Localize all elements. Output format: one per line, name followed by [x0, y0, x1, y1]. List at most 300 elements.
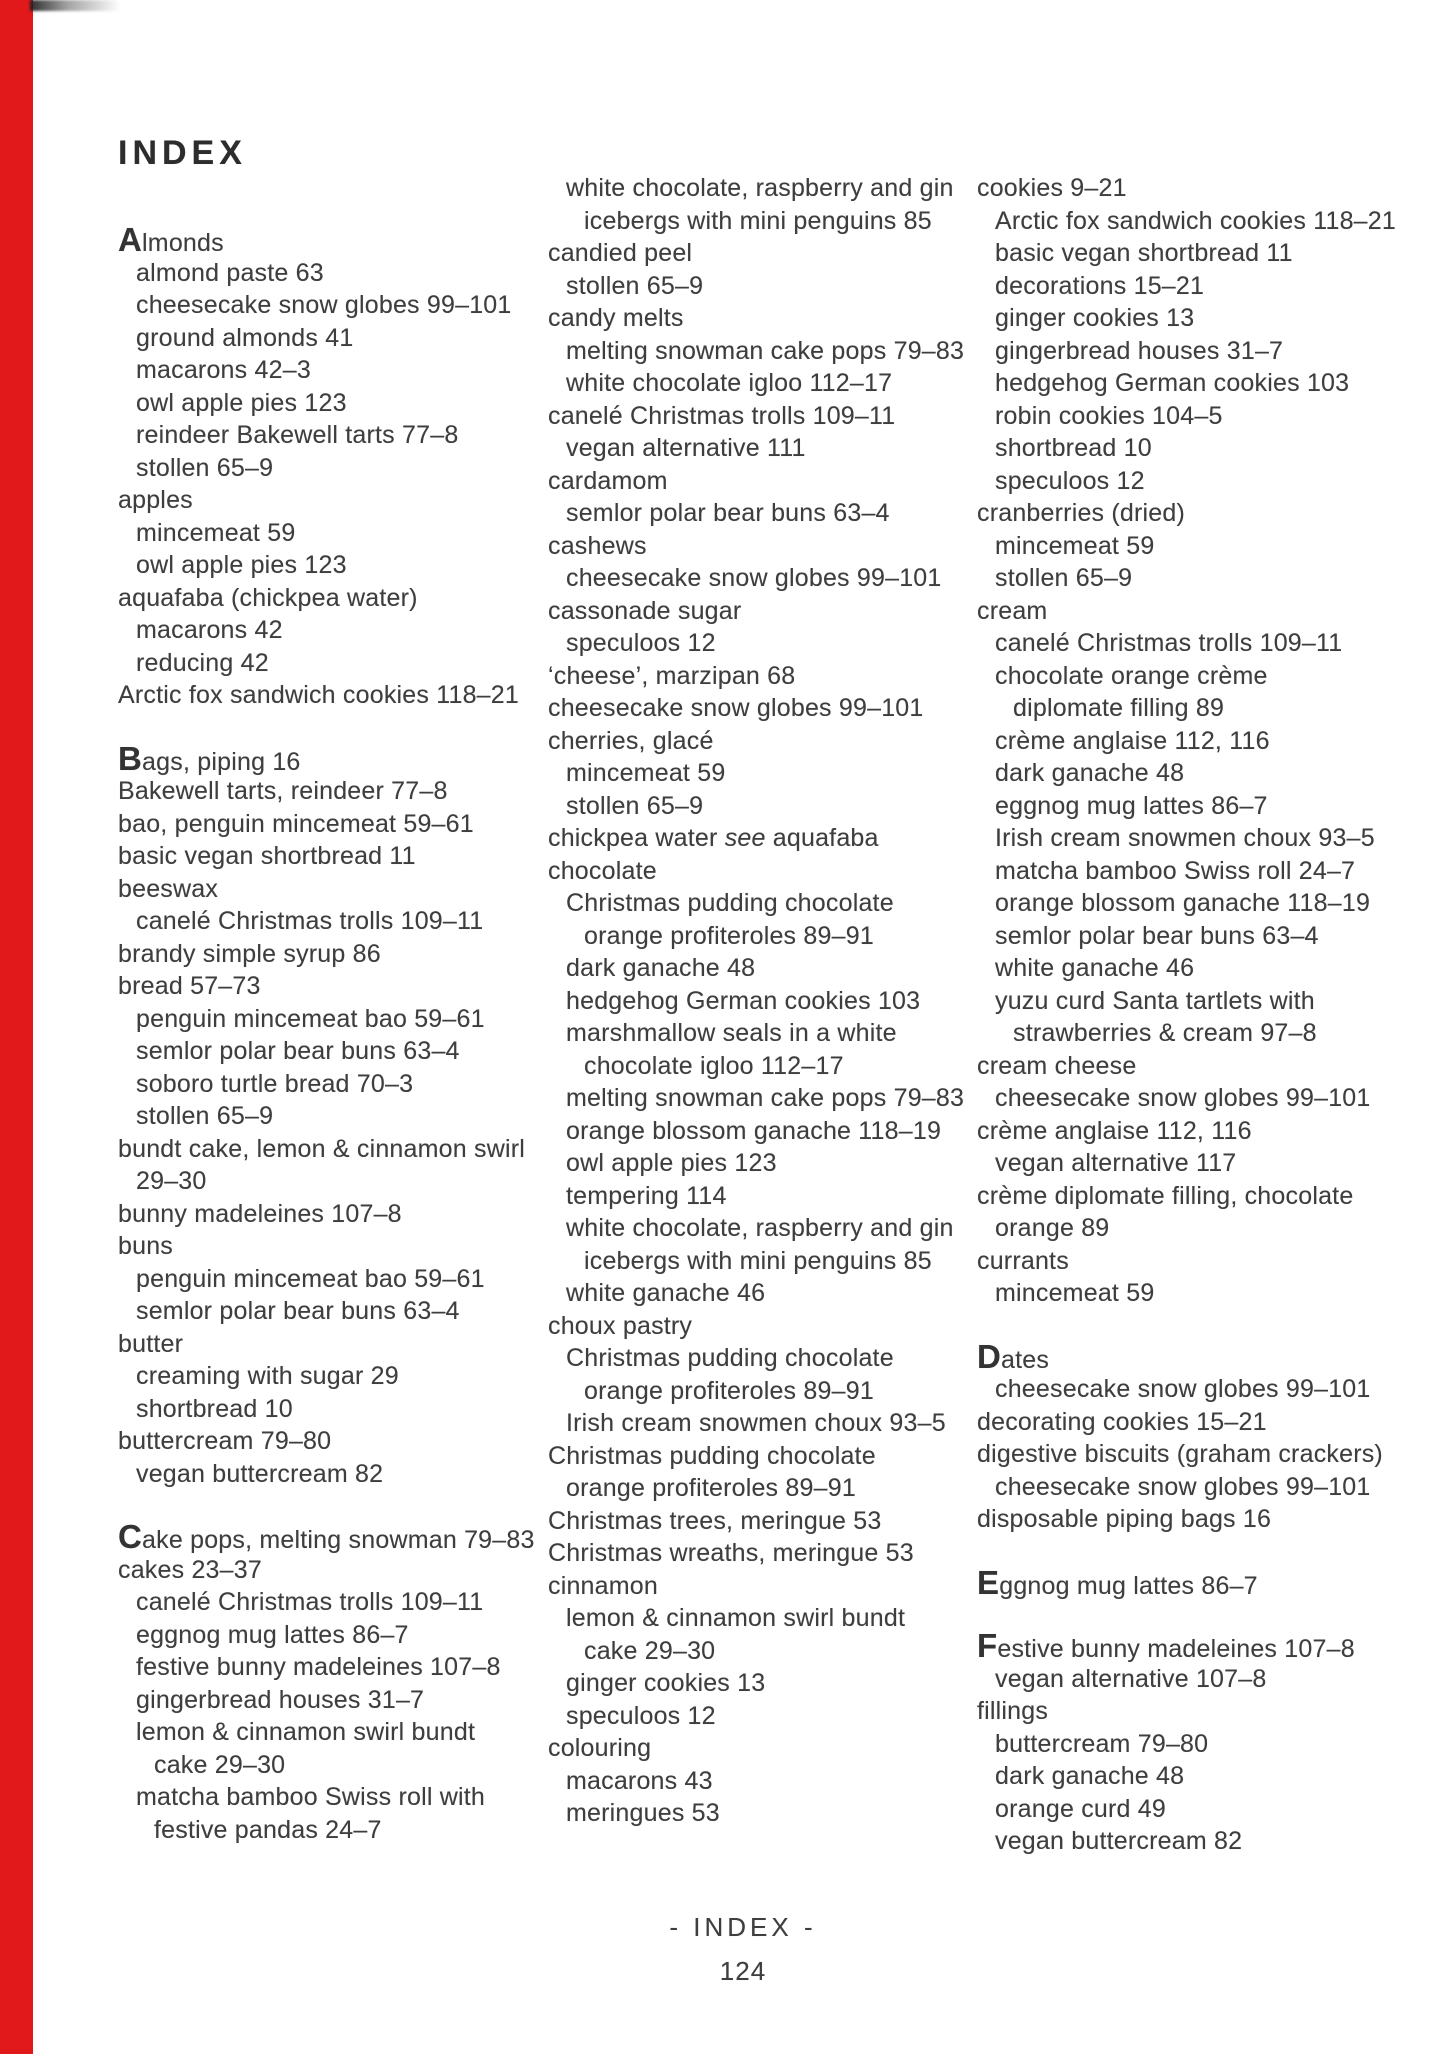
entry-text: crème diplomate filling, chocolate — [977, 1181, 1354, 1210]
entry-text: cheesecake snow globes 99–101 — [995, 1375, 1371, 1403]
index-entry — [548, 400, 1028, 433]
entry-text: Arctic fox sandwich cookies 118–21 — [118, 681, 519, 709]
entry-text: white chocolate igloo 112–17 — [566, 369, 893, 397]
entry-text: orange blossom ganache 118–19 — [566, 1116, 942, 1145]
entry-text: lmonds — [142, 229, 224, 257]
entry-text: strawberries & cream 97–8 — [1013, 1019, 1317, 1047]
index-entry — [118, 1295, 598, 1328]
index-entry — [118, 517, 598, 550]
entry-text: cassonade sugar — [548, 596, 742, 625]
index-entry — [118, 1035, 598, 1068]
index-entry — [548, 1050, 1028, 1083]
index-entry — [118, 614, 598, 647]
index-entry — [118, 1068, 598, 1101]
index-entry — [548, 692, 1028, 725]
index-column-3 — [977, 172, 1453, 1858]
index-entry — [118, 484, 598, 517]
entry-text: white chocolate, raspberry and gin — [566, 1214, 954, 1242]
entry-text: white ganache 46 — [566, 1279, 766, 1307]
entry-text: cheesecake snow globes 99–101 — [548, 694, 924, 722]
index-entry — [977, 855, 1453, 888]
entry-text: Irish cream snowmen choux 93–5 — [566, 1409, 946, 1437]
entry-text: Bakewell tarts, reindeer 77–8 — [118, 777, 448, 805]
index-entry — [548, 1700, 1028, 1733]
index-entry — [548, 1245, 1028, 1278]
entry-text: 29–30 — [136, 1167, 207, 1195]
entry-text: cheesecake snow globes 99–101 — [566, 564, 942, 592]
entry-text: gingerbread houses 31–7 — [995, 336, 1284, 365]
entry-text: ginger cookies 13 — [566, 1669, 766, 1697]
index-entry — [118, 647, 598, 680]
index-entry — [118, 1133, 598, 1166]
index-entry — [118, 1198, 598, 1231]
section-letter: B — [118, 739, 143, 777]
entry-text: chocolate igloo 112–17 — [584, 1051, 844, 1080]
entry-text: ggnog mug lattes 86–7 — [999, 1571, 1258, 1600]
entry-text: vegan buttercream 82 — [136, 1459, 384, 1488]
index-column-2 — [548, 172, 1028, 1830]
index-entry — [548, 1180, 1028, 1213]
index-entry — [548, 172, 1028, 205]
entry-text: vegan alternative 111 — [566, 434, 806, 462]
entry-text: estive bunny madeleines 107–8 — [997, 1635, 1355, 1663]
entry-text: Christmas pudding chocolate — [566, 1344, 894, 1372]
entry-text: penguin mincemeat bao 59–61 — [136, 1264, 485, 1293]
index-entry — [977, 205, 1453, 238]
index-entry — [977, 627, 1453, 660]
entry-text: semlor polar bear buns 63–4 — [995, 921, 1319, 950]
index-entry — [118, 452, 598, 485]
index-entry — [548, 1602, 1028, 1635]
entry-text: ake pops, melting snowman 79–83 — [142, 1526, 535, 1554]
entry-text: melting snowman cake pops 79–83 — [566, 336, 965, 365]
entry-text: bunny madeleines 107–8 — [118, 1199, 402, 1228]
entry-text: soboro turtle bread 70–3 — [136, 1069, 414, 1098]
index-entry — [977, 757, 1453, 790]
entry-text: orange blossom ganache 118–19 — [995, 889, 1371, 917]
entry-text: owl apple pies 123 — [566, 1149, 777, 1177]
entry-text: macarons 43 — [566, 1766, 713, 1795]
entry-text: cheesecake snow globes 99–101 — [995, 1084, 1371, 1112]
index-entry — [977, 367, 1453, 400]
entry-text: cookies 9–21 — [977, 174, 1127, 202]
index-entry — [548, 1212, 1028, 1245]
index-entry — [118, 322, 598, 355]
entry-text: gingerbread houses 31–7 — [136, 1685, 425, 1714]
index-entry — [548, 1375, 1028, 1408]
entry-text: orange curd 49 — [995, 1794, 1166, 1823]
index-entry — [548, 497, 1028, 530]
entry-text: buns — [118, 1232, 174, 1260]
entry-text: lemon & cinnamon swirl bundt — [566, 1604, 906, 1632]
index-entry — [977, 887, 1453, 920]
entry-text: semlor polar bear buns 63–4 — [136, 1297, 460, 1325]
entry-text: dark ganache 48 — [995, 759, 1185, 787]
section-letter: A — [118, 221, 143, 258]
index-entry — [548, 205, 1028, 238]
index-entry — [118, 1781, 598, 1814]
entry-text: dark ganache 48 — [566, 954, 756, 982]
entry-text: butter — [118, 1329, 184, 1358]
entry-text: fillings — [977, 1697, 1049, 1725]
index-entry — [118, 1684, 598, 1717]
entry-text: basic vegan shortbread 11 — [995, 239, 1293, 267]
entry-text: vegan buttercream 82 — [995, 1827, 1243, 1855]
index-entry — [548, 1537, 1028, 1570]
index-entry — [977, 692, 1453, 725]
entry-text: mincemeat 59 — [995, 531, 1155, 560]
index-entry — [977, 1180, 1453, 1213]
entry-text: currants — [977, 1246, 1069, 1275]
entry-text: colouring — [548, 1734, 652, 1762]
entry-text: vegan alternative 117 — [995, 1149, 1237, 1177]
entry-text: cinnamon — [548, 1571, 658, 1600]
index-entry — [977, 172, 1453, 205]
entry-text: speculoos 12 — [566, 1701, 716, 1730]
entry-text: mincemeat 59 — [136, 518, 296, 547]
index-entry — [118, 1458, 598, 1491]
index-entry — [548, 985, 1028, 1018]
entry-text: dark ganache 48 — [995, 1762, 1185, 1790]
index-entry — [118, 257, 598, 290]
index-entry — [118, 1263, 598, 1296]
entry-text: cherries, glacé — [548, 726, 714, 755]
index-entry — [548, 1407, 1028, 1440]
entry-text: Irish cream snowmen choux 93–5 — [995, 824, 1375, 852]
index-entry — [977, 432, 1453, 465]
entry-text: ags, piping 16 — [142, 747, 301, 776]
index-entry — [548, 920, 1028, 953]
entry-text: aquafaba — [765, 824, 879, 852]
entry-text: cranberries (dried) — [977, 499, 1186, 527]
index-entry — [548, 627, 1028, 660]
page-title: INDEX — [118, 134, 247, 172]
index-entry — [977, 1627, 1453, 1664]
entry-text: eggnog mug lattes 86–7 — [136, 1620, 409, 1649]
entry-text: mincemeat 59 — [995, 1279, 1155, 1307]
index-entry — [977, 595, 1453, 628]
entry-text: bao, penguin mincemeat 59–61 — [118, 809, 474, 838]
index-entry — [548, 1797, 1028, 1830]
index-entry — [548, 725, 1028, 758]
cross-reference-see: see — [724, 824, 766, 852]
index-entry — [548, 887, 1028, 920]
index-entry — [548, 1505, 1028, 1538]
index-entry — [548, 270, 1028, 303]
entry-text: bread 57–73 — [118, 972, 261, 1000]
entry-text: meringues 53 — [566, 1799, 720, 1827]
index-entry — [548, 302, 1028, 335]
index-entry — [118, 1328, 598, 1361]
index-entry — [118, 938, 598, 971]
index-entry — [977, 497, 1453, 530]
entry-text: orange 89 — [995, 1214, 1110, 1242]
index-entry — [977, 562, 1453, 595]
index-entry — [977, 725, 1453, 758]
index-entry — [977, 1503, 1453, 1536]
index-entry — [548, 952, 1028, 985]
entry-text: stollen 65–9 — [136, 1102, 274, 1130]
index-entry — [548, 1570, 1028, 1603]
entry-text: crème anglaise 112, 116 — [995, 726, 1270, 755]
index-entry — [118, 840, 598, 873]
entry-text: matcha bamboo Swiss roll with — [136, 1783, 485, 1811]
index-entry — [977, 335, 1453, 368]
entry-text: eggnog mug lattes 86–7 — [995, 791, 1268, 820]
entry-text: cream — [977, 596, 1048, 625]
index-entry — [977, 1695, 1453, 1728]
entry-text: mincemeat 59 — [566, 759, 726, 787]
entry-text: ‘cheese’, marzipan 68 — [548, 661, 796, 690]
index-entry — [977, 985, 1453, 1018]
index-entry — [977, 1760, 1453, 1793]
entry-text: beeswax — [118, 874, 219, 903]
index-entry — [548, 822, 1028, 855]
entry-text: robin cookies 104–5 — [995, 401, 1223, 430]
index-entry — [118, 289, 598, 322]
entry-text: cheesecake snow globes 99–101 — [136, 291, 512, 319]
entry-text: stollen 65–9 — [136, 453, 274, 482]
index-entry — [548, 465, 1028, 498]
index-entry — [548, 1472, 1028, 1505]
index-entry — [548, 1310, 1028, 1343]
index-entry — [548, 1277, 1028, 1310]
entry-text: shortbread 10 — [136, 1394, 293, 1423]
section-letter: F — [977, 1627, 998, 1664]
section-letter: D — [977, 1337, 1002, 1375]
index-entry — [548, 660, 1028, 693]
entry-text: crème anglaise 112, 116 — [977, 1116, 1252, 1145]
index-entry — [118, 1586, 598, 1619]
index-entry — [118, 1749, 598, 1782]
index-entry — [118, 1100, 598, 1133]
index-entry — [548, 237, 1028, 270]
entry-text: festive bunny madeleines 107–8 — [136, 1653, 501, 1681]
entry-text: Christmas trees, meringue 53 — [548, 1506, 882, 1535]
entry-text: owl apple pies 123 — [136, 551, 347, 579]
entry-text: chickpea water — [548, 824, 725, 852]
entry-text: cardamom — [548, 466, 668, 495]
index-entry — [548, 1765, 1028, 1798]
index-entry — [977, 1563, 1453, 1601]
index-entry — [977, 1212, 1453, 1245]
entry-text: Christmas pudding chocolate — [548, 1441, 876, 1470]
entry-text: ground almonds 41 — [136, 323, 354, 352]
entry-text: ginger cookies 13 — [995, 304, 1195, 332]
entry-text: canelé Christmas trolls 109–11 — [548, 401, 896, 430]
entry-text: reducing 42 — [136, 648, 269, 677]
index-entry — [118, 221, 598, 258]
entry-text: lemon & cinnamon swirl bundt — [136, 1718, 476, 1746]
entry-text: buttercream 79–80 — [118, 1427, 332, 1455]
entry-text: marshmallow seals in a white — [566, 1019, 897, 1047]
entry-text: speculoos 12 — [566, 629, 716, 657]
entry-text: hedgehog German cookies 103 — [566, 986, 921, 1015]
index-entry — [118, 1554, 598, 1587]
index-entry — [977, 952, 1453, 985]
entry-text: diplomate filling 89 — [1013, 694, 1225, 722]
entry-text: disposable piping bags 16 — [977, 1505, 1272, 1533]
index-entry — [548, 530, 1028, 563]
index-entry — [118, 1360, 598, 1393]
index-entry — [977, 1050, 1453, 1083]
entry-text: almond paste 63 — [136, 258, 324, 287]
entry-text: ates — [1001, 1345, 1050, 1374]
entry-text: decorations 15–21 — [995, 271, 1205, 300]
entry-text: icebergs with mini penguins 85 — [584, 206, 932, 235]
entry-text: decorating cookies 15–21 — [977, 1407, 1267, 1436]
index-entry — [118, 549, 598, 582]
entry-text: stollen 65–9 — [995, 564, 1133, 592]
index-entry — [977, 1337, 1453, 1375]
index-entry — [118, 1230, 598, 1263]
index-entry — [118, 1716, 598, 1749]
entry-text: matcha bamboo Swiss roll 24–7 — [995, 856, 1356, 885]
entry-text: cakes 23–37 — [118, 1555, 262, 1584]
entry-text: orange profiteroles 89–91 — [584, 1376, 874, 1405]
entry-text: stollen 65–9 — [566, 791, 704, 820]
index-entry — [118, 1165, 598, 1198]
entry-text: cashews — [548, 531, 647, 560]
entry-text: canelé Christmas trolls 109–11 — [136, 1588, 484, 1616]
index-entry — [548, 1667, 1028, 1700]
index-entry — [977, 1277, 1453, 1310]
index-entry — [977, 1147, 1453, 1180]
footer-section-label: - INDEX - — [669, 1912, 817, 1942]
index-entry — [118, 354, 598, 387]
index-entry — [118, 739, 598, 777]
index-entry — [977, 1245, 1453, 1278]
index-entry — [118, 1814, 598, 1847]
index-entry — [977, 400, 1453, 433]
index-entry — [977, 530, 1453, 563]
index-entry — [548, 1732, 1028, 1765]
entry-text: creaming with sugar 29 — [136, 1362, 399, 1390]
entry-text: apples — [118, 486, 193, 514]
index-entry — [977, 660, 1453, 693]
entry-text: brandy simple syrup 86 — [118, 939, 381, 968]
entry-text: bundt cake, lemon & cinnamon swirl — [118, 1134, 525, 1163]
entry-text: white ganache 46 — [995, 954, 1195, 982]
index-entry — [977, 270, 1453, 303]
section-letter: C — [118, 1518, 143, 1555]
footer-page-number: 124 — [719, 1956, 767, 1986]
entry-text: icebergs with mini penguins 85 — [584, 1246, 932, 1275]
entry-text: reindeer Bakewell tarts 77–8 — [136, 421, 459, 449]
entry-text: aquafaba (chickpea water) — [118, 583, 418, 612]
entry-text: shortbread 10 — [995, 434, 1152, 462]
entry-text: cake 29–30 — [154, 1750, 286, 1779]
index-entry — [548, 1017, 1028, 1050]
index-entry — [118, 1518, 598, 1555]
index-entry — [977, 1663, 1453, 1696]
index-entry — [118, 679, 598, 712]
entry-text: cream cheese — [977, 1051, 1137, 1080]
entry-text: vegan alternative 107–8 — [995, 1664, 1267, 1693]
index-entry — [118, 1651, 598, 1684]
index-entry — [548, 1635, 1028, 1668]
index-entry — [977, 302, 1453, 335]
index-entry — [548, 335, 1028, 368]
index-entry — [977, 1728, 1453, 1761]
entry-text: cheesecake snow globes 99–101 — [995, 1472, 1371, 1501]
index-entry — [118, 970, 598, 1003]
index-entry — [548, 757, 1028, 790]
index-entry — [548, 1342, 1028, 1375]
entry-text: digestive biscuits (graham crackers) — [977, 1440, 1383, 1468]
index-entry — [118, 387, 598, 420]
index-entry — [118, 905, 598, 938]
index-entry — [977, 790, 1453, 823]
entry-text: candy melts — [548, 304, 684, 332]
entry-text: semlor polar bear buns 63–4 — [566, 499, 890, 527]
index-entry — [548, 790, 1028, 823]
index-entry — [118, 1393, 598, 1426]
index-entry — [548, 432, 1028, 465]
section-letter: E — [977, 1563, 1000, 1601]
entry-text: hedgehog German cookies 103 — [995, 369, 1350, 397]
index-entry — [977, 465, 1453, 498]
index-entry — [548, 855, 1028, 888]
index-entry — [548, 1147, 1028, 1180]
index-entry — [977, 237, 1453, 270]
index-entry — [118, 419, 598, 452]
index-entry — [118, 808, 598, 841]
index-entry — [548, 1082, 1028, 1115]
index-column-1 — [118, 221, 598, 1846]
entry-text: orange profiteroles 89–91 — [584, 921, 874, 950]
index-entry — [548, 1440, 1028, 1473]
index-entry — [977, 1471, 1453, 1504]
index-entry — [977, 1825, 1453, 1858]
entry-text: yuzu curd Santa tartlets with — [995, 986, 1315, 1015]
entry-text: chocolate — [548, 856, 657, 885]
index-entry — [977, 920, 1453, 953]
entry-text: penguin mincemeat bao 59–61 — [136, 1004, 485, 1033]
index-entry — [118, 1003, 598, 1036]
index-entry — [977, 822, 1453, 855]
entry-text: canelé Christmas trolls 109–11 — [136, 907, 484, 935]
entry-text: semlor polar bear buns 63–4 — [136, 1037, 460, 1065]
entry-text: cake 29–30 — [584, 1636, 716, 1665]
entry-text: basic vegan shortbread 11 — [118, 842, 416, 870]
index-entry — [118, 873, 598, 906]
index-entry — [548, 595, 1028, 628]
index-entry — [118, 582, 598, 615]
index-entry — [118, 1425, 598, 1458]
index-entry — [118, 775, 598, 808]
entry-text: Christmas wreaths, meringue 53 — [548, 1539, 914, 1567]
entry-text: melting snowman cake pops 79–83 — [566, 1084, 965, 1112]
entry-text: stollen 65–9 — [566, 271, 704, 300]
scan-shadow-artifact — [30, 0, 125, 11]
index-entry — [118, 1619, 598, 1652]
entry-text: Christmas pudding chocolate — [566, 889, 894, 917]
entry-text: white chocolate, raspberry and gin — [566, 174, 954, 202]
index-entry — [548, 562, 1028, 595]
entry-text: macarons 42–3 — [136, 356, 311, 384]
entry-text: owl apple pies 123 — [136, 388, 347, 417]
index-entry — [977, 1082, 1453, 1115]
entry-text: tempering 114 — [566, 1181, 727, 1210]
entry-text: festive pandas 24–7 — [154, 1815, 382, 1844]
index-entry — [977, 1406, 1453, 1439]
entry-text: choux pastry — [548, 1311, 693, 1340]
entry-text: macarons 42 — [136, 616, 283, 644]
index-entry — [977, 1438, 1453, 1471]
page-edge-red-stripe — [0, 0, 33, 2054]
index-entry — [977, 1373, 1453, 1406]
